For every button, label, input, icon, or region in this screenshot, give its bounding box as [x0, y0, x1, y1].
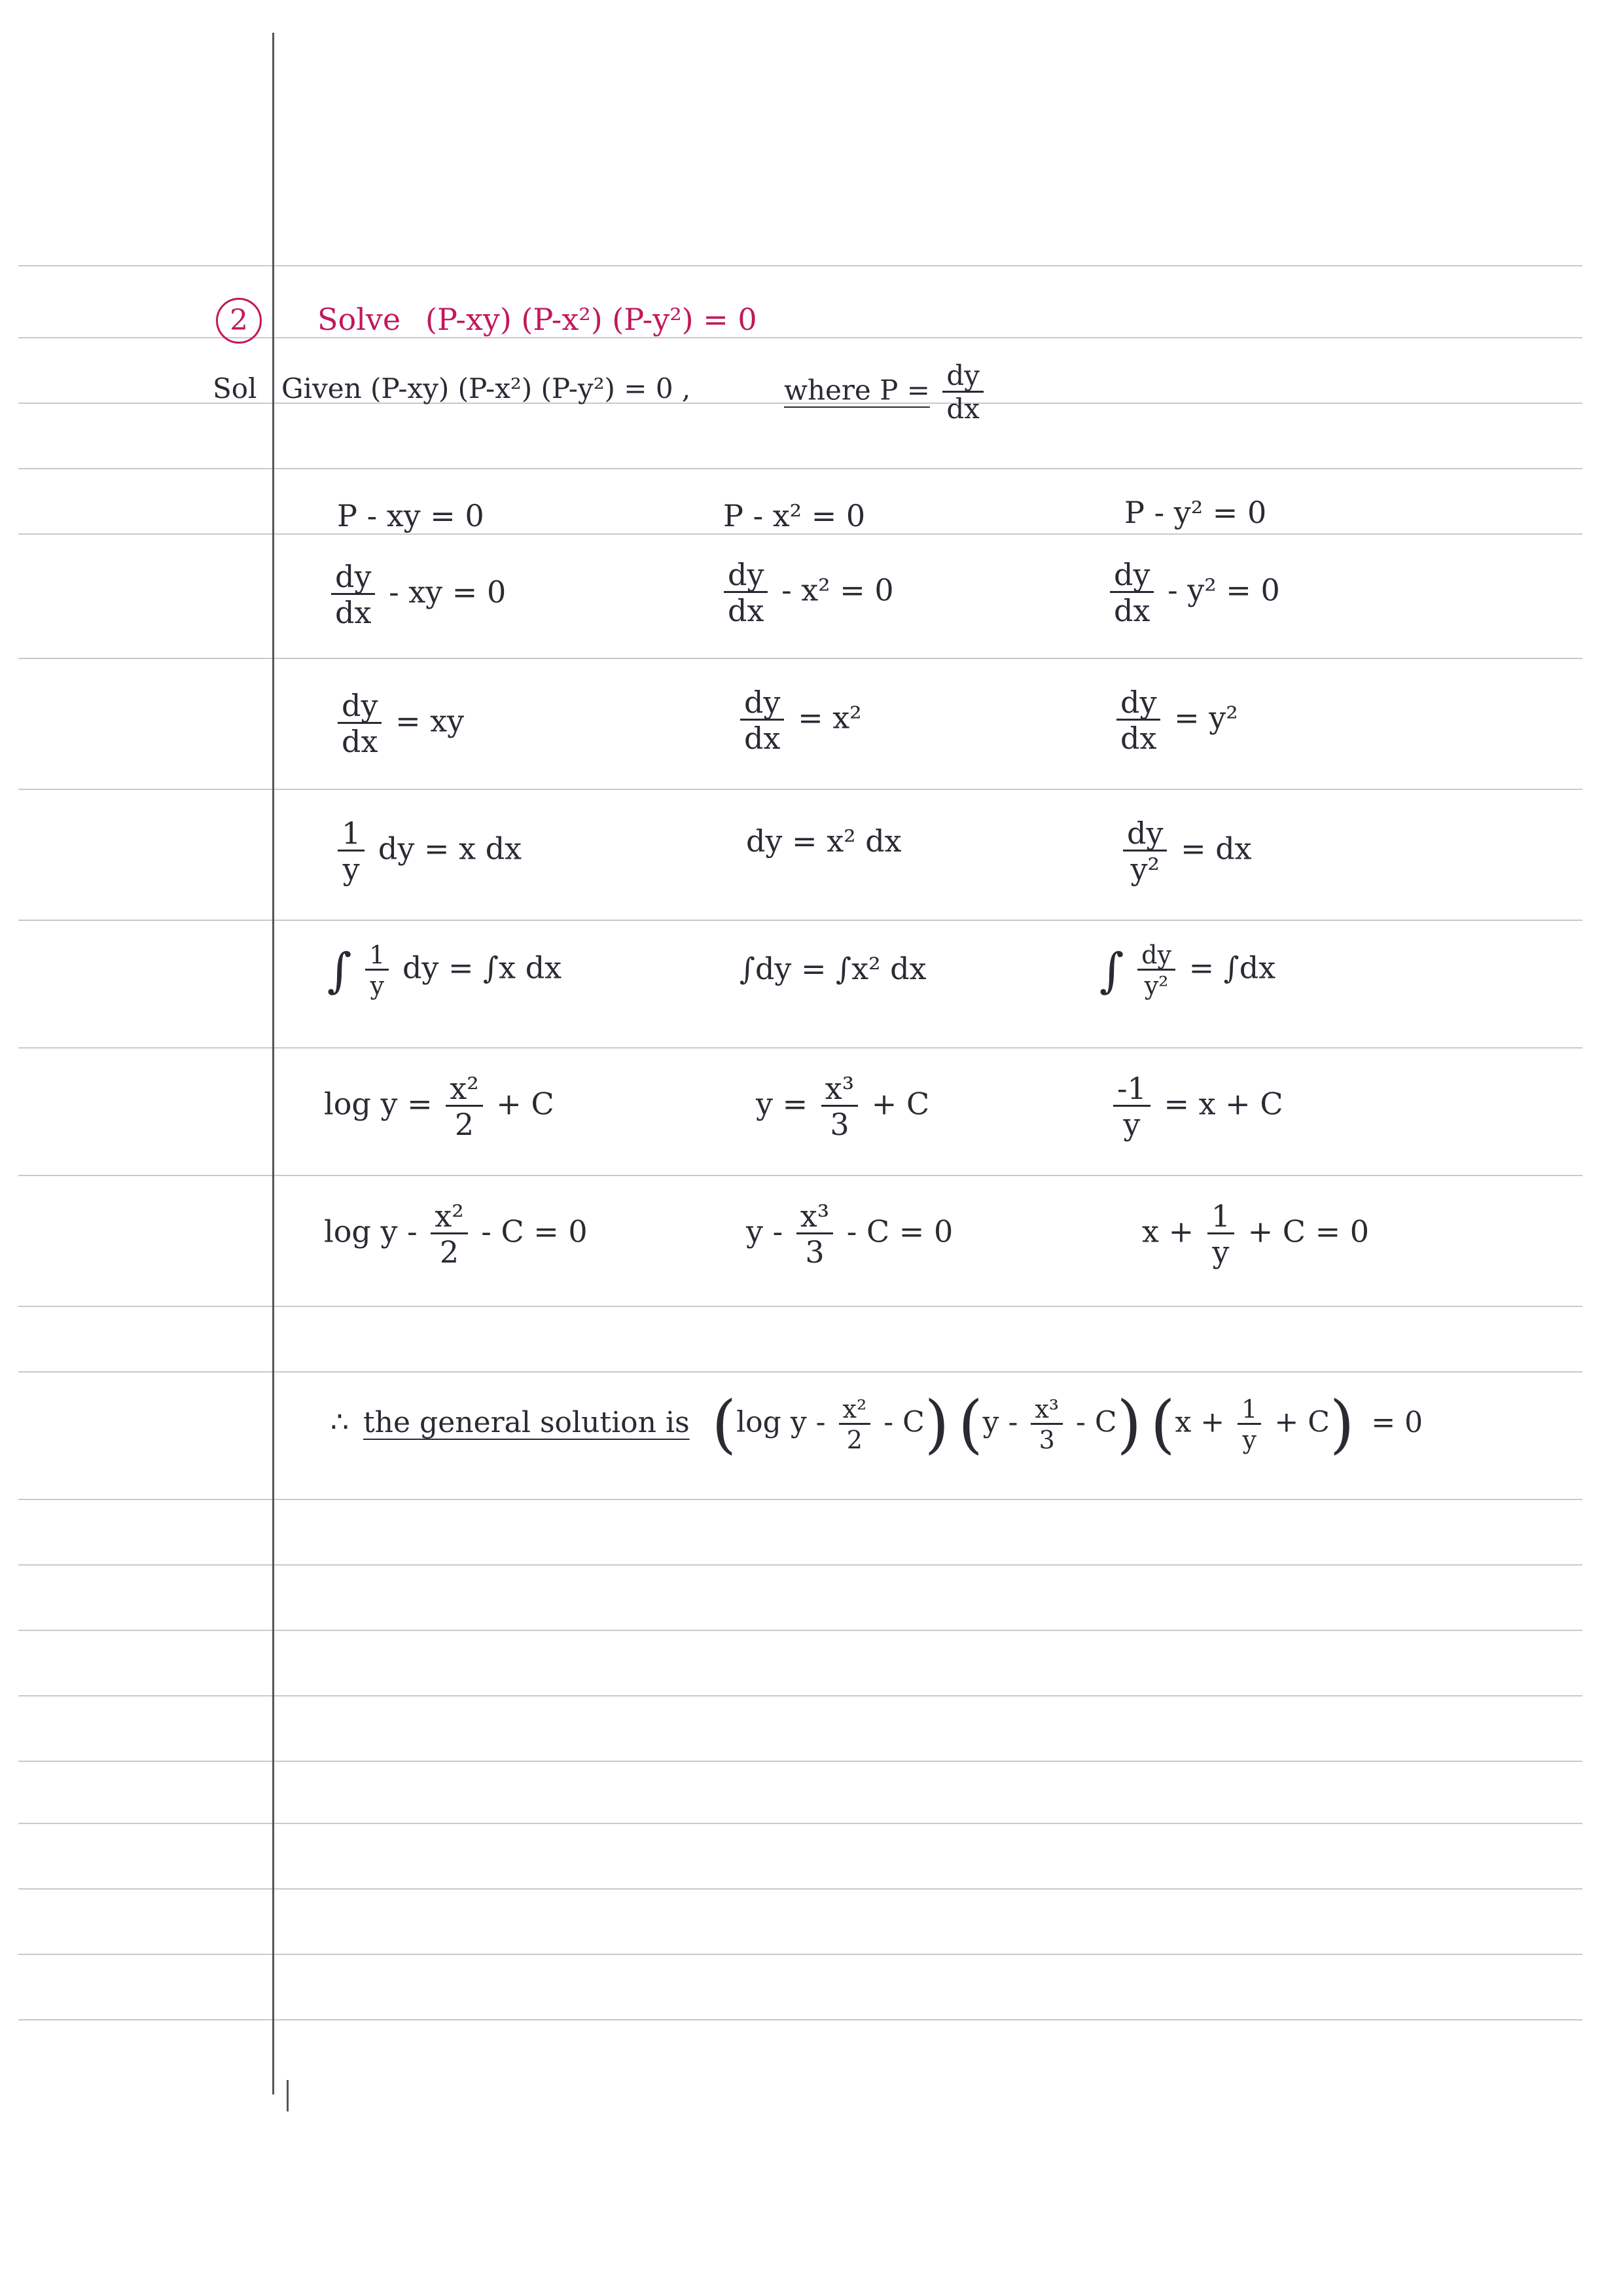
col1-step7-num: x²	[431, 1201, 467, 1234]
col3-step1: P - y² = 0	[1124, 495, 1267, 530]
col3-step6-num: -1	[1113, 1073, 1150, 1107]
margin-line	[272, 33, 274, 2094]
col2-step6-num: x³	[821, 1073, 858, 1107]
ruled-line	[18, 789, 1582, 790]
col1-step2-den: dx	[335, 595, 372, 630]
col1-step7-den: 2	[439, 1234, 459, 1270]
col1-step3-rest: = xy	[395, 703, 465, 739]
ruled-line	[18, 1630, 1582, 1631]
factor1-den: 2	[846, 1425, 863, 1454]
question-label: Solve	[317, 302, 401, 337]
col3-step4-den: y²	[1130, 852, 1160, 887]
col1-step4-rest: dy = x dx	[378, 831, 522, 867]
conclusion-line: ∴ the general solution is (log y - $\frac{\text{x²}}{2}$ - C) (y - $\frac{\text{x³}}{3}$ - C) (x + $\frac{1}{y}$ + C) = 0	[330, 1388, 1423, 1461]
ruled-line	[18, 1564, 1582, 1566]
ruled-line	[18, 1371, 1582, 1372]
col2-step6-left: y =	[756, 1086, 808, 1122]
col1-step6	[324, 1071, 554, 1142]
integral-sign: ∫	[1099, 942, 1124, 998]
col1-step2-rest: - xy = 0	[389, 574, 507, 610]
col1-step6-left: log y =	[324, 1086, 433, 1122]
conclusion-equals: = 0	[1371, 1405, 1423, 1439]
col3-step6-rest: = x + C	[1164, 1086, 1283, 1122]
col2-step3	[736, 685, 862, 756]
col1-step4	[334, 816, 522, 887]
factor2-den: 3	[1039, 1425, 1055, 1454]
therefore-symbol: ∴	[330, 1405, 349, 1439]
where-label: where P =	[784, 374, 930, 406]
col3-step5	[1099, 942, 1275, 998]
col1-step6-den: 2	[454, 1107, 474, 1142]
col1-step3-num: dy	[338, 691, 382, 724]
col3-step4-num: dy	[1123, 818, 1167, 852]
p-numerator: dy	[942, 362, 984, 393]
col3-step5-rest: = ∫dx	[1188, 950, 1276, 986]
col2-step7-left: y -	[746, 1213, 783, 1249]
factor3-num: 1	[1238, 1397, 1261, 1425]
col2-step6-den: 3	[830, 1107, 849, 1142]
ruled-line	[18, 265, 1582, 266]
col2-step7-num: x³	[796, 1201, 833, 1234]
ruled-line	[18, 1695, 1582, 1696]
factor1-left: log y -	[736, 1405, 826, 1439]
col1-step6-num: x²	[446, 1073, 482, 1107]
col3-step2	[1106, 557, 1280, 628]
col2-step2-num: dy	[724, 560, 768, 593]
col3-step3	[1113, 685, 1238, 756]
p-definition	[784, 359, 988, 425]
col1-step5-num: 1	[365, 942, 389, 971]
col2-step7-rest: - C = 0	[846, 1213, 954, 1249]
col1-step5-rest: dy = ∫x dx	[402, 950, 562, 986]
solution-label: Sol	[213, 372, 257, 404]
col2-step6	[756, 1071, 930, 1142]
col2-step2-rest: - x² = 0	[781, 572, 894, 608]
ruled-line	[18, 658, 1582, 659]
col3-step3-den: dx	[1120, 721, 1157, 756]
col3-step7-den: y	[1212, 1234, 1230, 1270]
factor1-rest: - C	[883, 1405, 925, 1439]
col3-step6	[1109, 1071, 1283, 1142]
col3-step4	[1119, 816, 1252, 887]
col2-step1: P - x² = 0	[723, 498, 866, 533]
col1-step1: P - xy = 0	[337, 498, 484, 533]
col1-step7	[324, 1198, 588, 1270]
factor3-rest: + C	[1274, 1405, 1330, 1439]
col2-step6-rest: + C	[871, 1086, 930, 1122]
question-expression: (P-xy) (P-x²) (P-y²) = 0	[425, 302, 757, 337]
col1-step2	[327, 559, 507, 630]
col3-step5-den: y²	[1144, 971, 1169, 1000]
margin-line-tail	[287, 2080, 289, 2111]
col2-step3-rest: = x²	[798, 700, 862, 736]
col1-step4-num: 1	[338, 818, 365, 852]
col1-step3-den: dx	[342, 724, 378, 759]
col3-step7-rest: + C = 0	[1247, 1213, 1370, 1249]
col2-step5: ∫dy = ∫x² dx	[740, 951, 927, 986]
col3-step7-num: 1	[1207, 1201, 1234, 1234]
ruled-line	[18, 2019, 1582, 2020]
conclusion-text: the general solution is	[363, 1405, 690, 1439]
col3-step7	[1142, 1198, 1370, 1270]
factor2-rest: - C	[1076, 1405, 1117, 1439]
col3-step5-num: dy	[1137, 942, 1175, 971]
col3-step6-den: y	[1123, 1107, 1141, 1142]
col2-step4: dy = x² dx	[746, 823, 902, 859]
factor2-left: y -	[982, 1405, 1018, 1439]
ruled-line	[18, 468, 1582, 469]
col3-step3-rest: = y²	[1174, 700, 1238, 736]
col1-step6-rest: + C	[496, 1086, 554, 1122]
factor3-left: x +	[1175, 1405, 1225, 1439]
ruled-line	[18, 1306, 1582, 1307]
ruled-line	[18, 533, 1582, 535]
col3-step2-num: dy	[1110, 560, 1154, 593]
col1-step7-left: log y -	[324, 1213, 418, 1249]
factor2-num: x³	[1031, 1397, 1063, 1425]
ruled-line	[18, 1823, 1582, 1824]
col3-step2-den: dx	[1114, 593, 1150, 628]
col1-step5-den: y	[370, 971, 384, 1000]
col2-step7-den: 3	[805, 1234, 825, 1270]
ruled-line	[18, 1499, 1582, 1500]
ruled-line	[18, 1761, 1582, 1762]
ruled-line	[18, 920, 1582, 921]
col1-step5	[327, 942, 562, 998]
col3-step7-left: x +	[1142, 1213, 1194, 1249]
col2-step7	[746, 1198, 954, 1270]
col1-step2-num: dy	[331, 562, 375, 595]
col1-step4-den: y	[342, 852, 360, 887]
col3-step2-rest: - y² = 0	[1168, 572, 1280, 608]
question-number: 2	[216, 298, 262, 344]
col2-step3-den: dx	[744, 721, 781, 756]
col3-step4-rest: = dx	[1181, 831, 1252, 867]
ruled-line	[18, 1888, 1582, 1890]
p-fraction	[942, 359, 984, 425]
p-denominator: dx	[946, 393, 980, 425]
col2-step3-num: dy	[740, 687, 784, 721]
given-statement: Given (P-xy) (P-x²) (P-y²) = 0 ,	[281, 372, 691, 404]
integral-sign: ∫	[327, 942, 352, 998]
factor1-num: x²	[839, 1397, 871, 1425]
col3-step3-num: dy	[1116, 687, 1160, 721]
ruled-line	[18, 1047, 1582, 1049]
col1-step7-rest: - C = 0	[481, 1213, 588, 1249]
col1-step3	[334, 688, 465, 759]
col2-step2	[720, 557, 894, 628]
col2-step2-den: dx	[728, 593, 764, 628]
ruled-line	[18, 1954, 1582, 1955]
ruled-line	[18, 1175, 1582, 1176]
factor3-den: y	[1242, 1425, 1257, 1454]
